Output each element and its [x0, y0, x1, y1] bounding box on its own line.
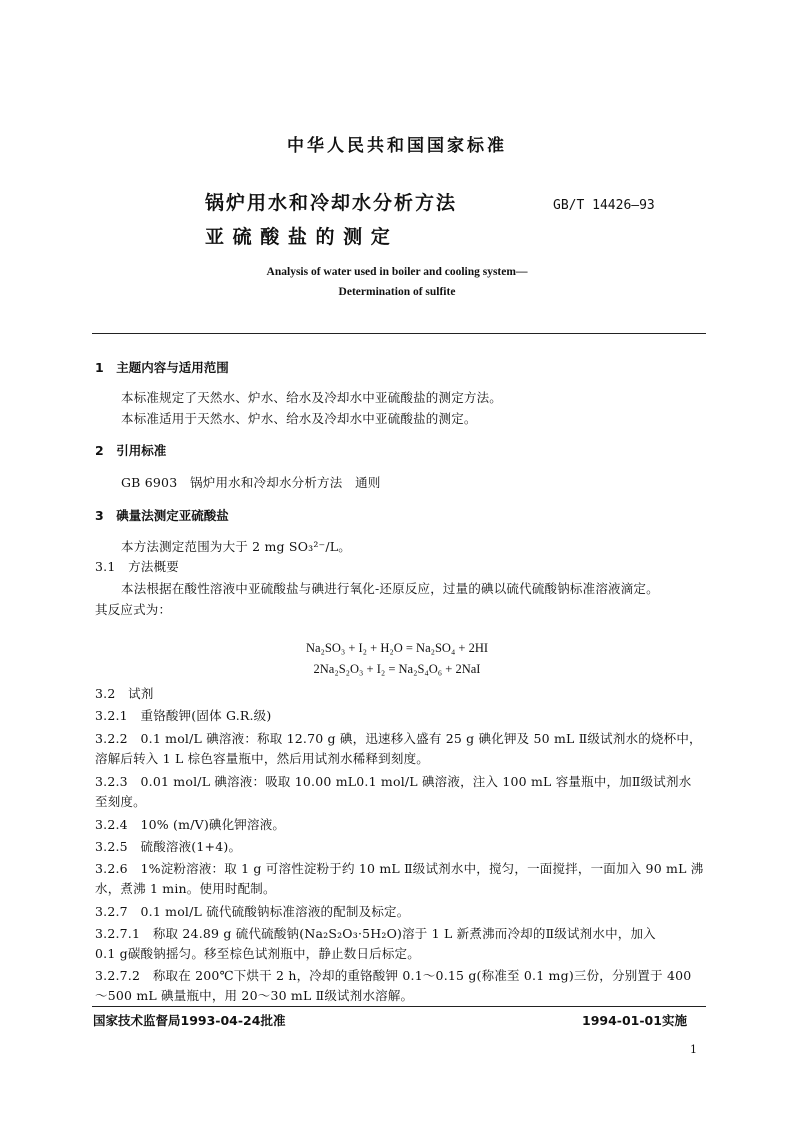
english-title-line2: Determination of sulfite — [338, 286, 456, 298]
national-standard-title: 中华人民共和国国家标准 — [287, 136, 507, 156]
reagent-item: 3.2.7.2 称取在 200℃下烘干 2 h，冷却的重铬酸钾 0.1～0.15 g(称准至 0.1 mg)三份，分别置于 400 — [95, 968, 692, 983]
reagent-item: 3.2.3 0.01 mol/L 碘溶液：吸取 10.00 mL0.1 mol/L 碘溶液，注入 100 mL 容量瓶中，加Ⅱ级试剂水 — [95, 774, 692, 789]
reagent-item: 3.2.6 1%淀粉溶液：取 1 g 可溶性淀粉于约 10 mL Ⅱ级试剂水中，搅匀，一面搅拌，一面加入 90 mL 沸 — [95, 861, 704, 876]
section-2-heading: 2 引用标准 — [95, 443, 167, 458]
subsection-3-1-text: 本法根据在酸性溶液中亚硫酸盐与碘进行氧化-还原反应，过量的碘以硫代硫酸钠标准溶液滴定。 — [121, 581, 659, 596]
reagent-item: 3.2.2 0.1 mol/L 碘溶液：称取 12.70 g 碘，迅速移入盛有 25 g 碘化钾及 50 mL Ⅱ级试剂水的烧杯中， — [95, 731, 702, 746]
page-number: 1 — [690, 1043, 697, 1056]
footer-divider — [92, 1006, 706, 1007]
subsection-3-1-text: 其反应式为： — [95, 602, 172, 617]
reagent-item: 溶解后转入 1 L 棕色容量瓶中，然后用试剂水稀释到刻度。 — [95, 751, 429, 766]
reagent-item: ～500 mL 碘量瓶中，用 20～30 mL Ⅱ级试剂水溶解。 — [95, 988, 414, 1003]
section-1-paragraph: 本标准适用于天然水、炉水、给水及冷却水中亚硫酸盐的测定。 — [121, 411, 477, 426]
document-title-line2: 亚 硫 酸 盐 的 测 定 — [205, 226, 391, 248]
section-1-heading: 1 主题内容与适用范围 — [95, 360, 229, 375]
section-3-heading: 3 碘量法测定亚硫酸盐 — [95, 508, 229, 523]
subsection-3-2-heading: 3.2 试剂 — [95, 686, 154, 701]
reagent-item: 3.2.5 硫酸溶液(1+4)。 — [95, 839, 242, 854]
header-divider — [92, 333, 706, 334]
reaction-equation-1: Na₂SO₃ + I₂ + H₂O = Na₂SO₄ + 2HI — [305, 641, 489, 655]
section-1-paragraph: 本标准规定了天然水、炉水、给水及冷却水中亚硫酸盐的测定方法。 — [121, 390, 503, 405]
effective-date: 1994-01-01实施 — [582, 1013, 687, 1028]
section-3-range: 本方法测定范围为大于 2 mg SO₃²⁻/L。 — [121, 539, 351, 554]
english-title-line1: Analysis of water used in boiler and cooling system— — [266, 266, 528, 278]
reagent-item: 3.2.4 10% (m/V)碘化钾溶液。 — [95, 817, 286, 832]
reagent-item: 3.2.1 重铬酸钾(固体 G.R.级) — [95, 708, 272, 723]
reagent-item: 3.2.7 0.1 mol/L 硫代硫酸钠标准溶液的配制及标定。 — [95, 904, 410, 919]
subsection-3-1-heading: 3.1 方法概要 — [95, 559, 179, 574]
reagent-item: 0.1 g碳酸钠摇匀。移至棕色试剂瓶中，静止数日后标定。 — [95, 946, 420, 961]
document-title-line1: 锅炉用水和冷却水分析方法 — [205, 192, 458, 214]
reaction-equation-2: 2Na₂S₂O₃ + I₂ = Na₂S₄O₆ + 2NaI — [313, 662, 481, 676]
reagent-item: 3.2.7.1 称取 24.89 g 硫代硫酸钠(Na₂S₂O₃·5H₂O)溶于 1 L 新煮沸而冷却的Ⅱ级试剂水中，加入 — [95, 926, 656, 941]
approval-date: 国家技术监督局1993-04-24批准 — [93, 1013, 286, 1028]
reagent-item: 水，煮沸 1 min。使用时配制。 — [95, 881, 276, 896]
reagent-item: 至刻度。 — [95, 794, 146, 809]
standard-code: GB/T 14426—93 — [553, 198, 655, 213]
section-2-reference: GB 6903 锅炉用水和冷却水分析方法 通则 — [121, 475, 381, 490]
